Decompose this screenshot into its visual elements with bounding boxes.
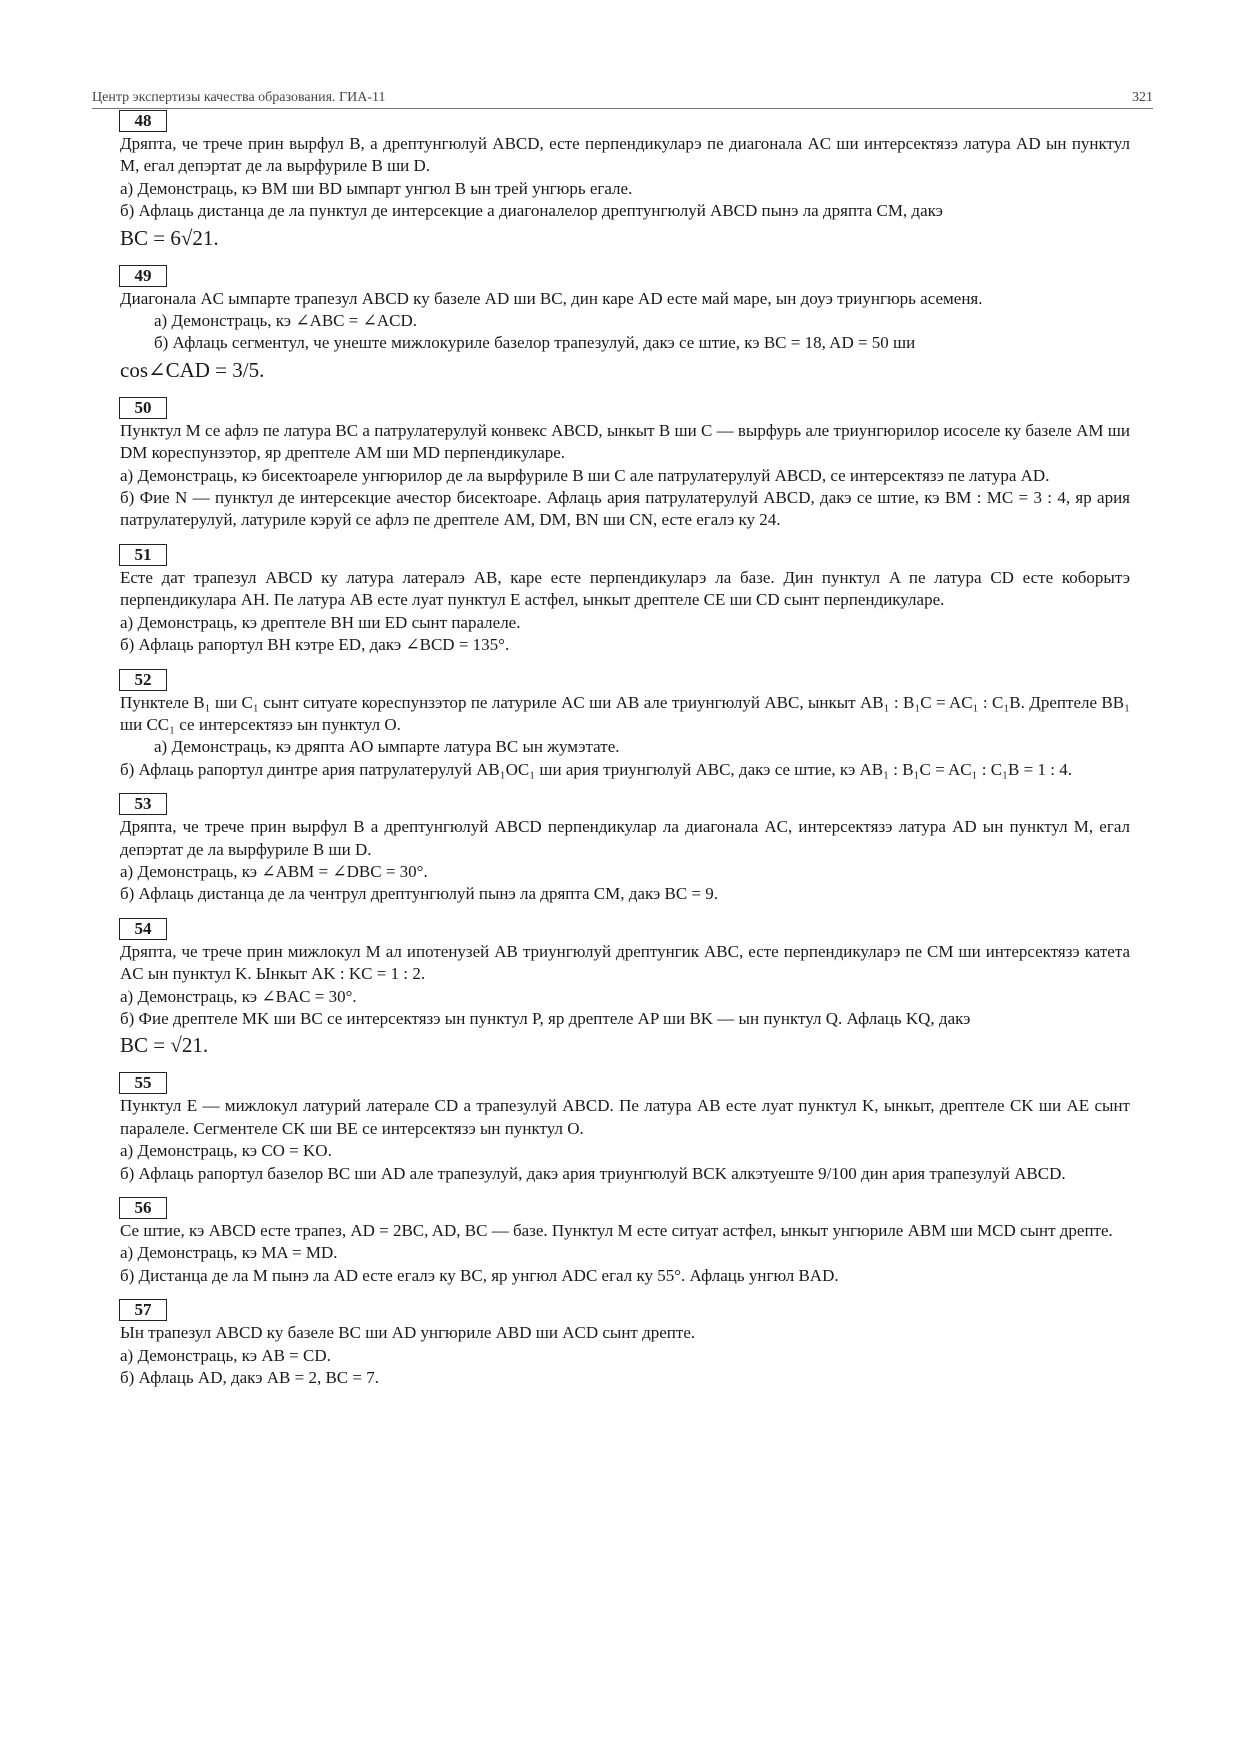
- part-b: б) Афлаць AD, дакэ AB = 2, BC = 7.: [120, 1368, 379, 1388]
- page-number: 321: [1132, 90, 1153, 105]
- formula: cos∠CAD = 3/5.: [120, 357, 265, 382]
- part-a: а) Демонстраць, кэ дрептеле BH ши ED сынт паралеле.: [120, 612, 521, 632]
- part-b: б) Афлаць рапортул базелор BC ши AD але трапезулуй, дакэ ария триунгюлуй BCK алкэтуеште 9/100 дин ария трапезулуй ABCD.: [120, 1163, 1066, 1183]
- problem-50: [120, 397, 1130, 532]
- problem-number: 52: [119, 669, 167, 691]
- problem-list: [120, 110, 1130, 1401]
- problem-number: 51: [119, 544, 167, 566]
- problem-text: Дряпта, че трече прин вырфул B, а дрептунгюлуй ABCD, есте перпендикуларэ пе диагонала AC ши интерсектязэ латура AD ын пунктул M, егал депэртат де ла вырфуриле B ши D.: [120, 134, 1130, 176]
- page-header: [92, 90, 1153, 109]
- problem-text: Диагонала AC ымпарте трапезул ABCD ку базеле AD ши BC, дин каре AD есте май маре, ын доуэ триунгюрь асеменя.: [120, 288, 983, 308]
- part-a: а) Демонстраць, кэ ∠ABC = ∠ACD.: [154, 311, 417, 331]
- problem-49: [120, 265, 1130, 385]
- problem-57: [120, 1299, 1130, 1389]
- problem-56: [120, 1197, 1130, 1287]
- part-a: а) Демонстраць, кэ BM ши BD ымпарт унгюл B ын трей унгюрь егале.: [120, 178, 633, 198]
- header-title: Центр экспертизы качества образования. ГИА-11: [92, 90, 386, 105]
- part-b: б) Фие дрептеле MK ши BC се интерсектязэ ын пунктул P, яр дрептеле AP ши BK — ын пунктул Q. Афлаць KQ, дакэ: [120, 1008, 971, 1028]
- problem-number: 54: [119, 918, 167, 940]
- problem-number: 48: [119, 110, 167, 132]
- problem-55: [120, 1072, 1130, 1185]
- part-a: а) Демонстраць, кэ AB = CD.: [120, 1345, 331, 1365]
- problem-number: 53: [119, 793, 167, 815]
- problem-number: 50: [119, 397, 167, 419]
- problem-text: Дряпта, че трече прин вырфул B а дрептунгюлуй ABCD перпендикулар ла диагонала AC, интерсектязэ латура AD ын пунктул M, егал депэртат де ла вырфуриле B ши D.: [120, 817, 1130, 859]
- problem-52: [120, 669, 1130, 782]
- part-a: а) Демонстраць, кэ ∠ABM = ∠DBC = 30°.: [120, 861, 428, 881]
- part-b: б) Афлаць дистанца де ла чентрул дрептунгюлуй пынэ ла дряпта CM, дакэ BC = 9.: [120, 884, 719, 904]
- problem-48: [120, 110, 1130, 253]
- part-a: а) Демонстраць, кэ дряпта AO ымпарте латура BC ын жумэтате.: [154, 737, 620, 757]
- part-b: б) Фие N — пунктул де интерсекцие ачестор бисектоаре. Афлаць ария патрулатерулуй ABCD, дакэ се штие, кэ BM : MC = 3 : 4, яр ария патрулатерулуй, латуриле кэруй се афлэ пе дрептеле AM, DM, BN ши CN, есте егалэ ку 24.: [120, 488, 1130, 530]
- part-a: а) Демонстраць, кэ CO = KO.: [120, 1141, 332, 1161]
- problem-51: [120, 544, 1130, 657]
- part-b: б) Афлаць рапортул BH кэтре ED, дакэ ∠BCD = 135°.: [120, 635, 510, 655]
- problem-number: 56: [119, 1197, 167, 1219]
- part-b: б) Афлаць дистанца де ла пунктул де интерсекцие а диагоналелор дрептунгюлуй ABCD пынэ ла дряпта CM, дакэ: [120, 201, 943, 221]
- problem-text: Пунктул E — мижлокул латурий латерале CD а трапезулуй ABCD. Пе латура AB есте луат пунктул K, ынкыт, дрептеле CK ши AE сынт паралеле. Сегментеле CK ши BE се интерсектязэ ын пунктул O.: [120, 1096, 1130, 1138]
- problem-number: 57: [119, 1299, 167, 1321]
- formula: BC = √21.: [120, 1033, 209, 1058]
- problem-number: 49: [119, 265, 167, 287]
- formula: BC = 6√21.: [120, 225, 219, 250]
- problem-54: [120, 918, 1130, 1061]
- part-a: а) Демонстраць, кэ бисектоареле унгюрилор де ла вырфуриле B ши C але патрулатерулуй ABCD, се интерсектязэ пе латура AD.: [120, 465, 1050, 485]
- problem-text: Ын трапезул ABCD ку базеле BC ши AD унгюриле ABD ши ACD сынт дрепте.: [120, 1323, 696, 1343]
- problem-text: Дряпта, че трече прин мижлокул M ал ипотенузей AB триунгюлуй дрептунгик ABC, есте перпендикуларэ пе CM ши интерсектязэ катета AC ын пунктул K. Ынкыт AK : KC = 1 : 2.: [120, 941, 1130, 984]
- part-a: а) Демонстраць, кэ ∠BAC = 30°.: [120, 986, 357, 1006]
- problem-text: Пунктул M се афлэ пе латура BC а патрулатерулуй конвекс ABCD, ынкыт B ши C — вырфурь але триунгюрилор исоселе ку базеле AM ши DM кореспунзэтор, яр дрептеле AM ши MD перпендикуларе.: [120, 420, 1130, 463]
- part-a: а) Демонстраць, кэ MA = MD.: [120, 1243, 338, 1263]
- part-b: б) Афлаць сегментул, че унеште мижлокуриле базелор трапезулуй, дакэ се штие, кэ BC = 18, AD = 50 ши: [154, 333, 916, 353]
- problem-text: Есте дат трапезул ABCD ку латура латералэ AB, каре есте перпендикуларэ ла базе. Дин пунктул A пе латура CD есте коборытэ перпендикулара AH. Пе латура AB есте луат пунктул E астфел, ынкыт дрептеле CE ши CD сынт перпендикуларе.: [120, 567, 1130, 610]
- problem-number: 55: [119, 1072, 167, 1094]
- part-b: б) Афлаць рапортул динтре ария патрулатерулуй AB₁OC₁ ши ария триунгюлуй ABC, дакэ се штие, кэ AB₁ : B₁C = AC₁ : C₁B = 1 : 4.: [120, 759, 1072, 779]
- problem-text: Пунктеле B₁ ши C₁ сынт ситуате кореспунзэтор пе латуриле AC ши AB але триунгюлуй ABC, ынкыт AB₁ : B₁C = AC₁ : C₁B. Дрептеле BB₁ ши CC₁ се интерсектязэ ын пунктул O.: [120, 692, 1130, 734]
- part-b: б) Дистанца де ла M пынэ ла AD есте егалэ ку BC, яр унгюл ADC егал ку 55°. Афлаць унгюл BAD.: [120, 1265, 839, 1285]
- problem-text: Се штие, кэ ABCD есте трапез, AD = 2BC, AD, BC — базе. Пунктул M есте ситуат астфел, ынкыт унгюриле ABM ши MCD сынт дрепте.: [120, 1221, 1113, 1240]
- problem-53: [120, 793, 1130, 906]
